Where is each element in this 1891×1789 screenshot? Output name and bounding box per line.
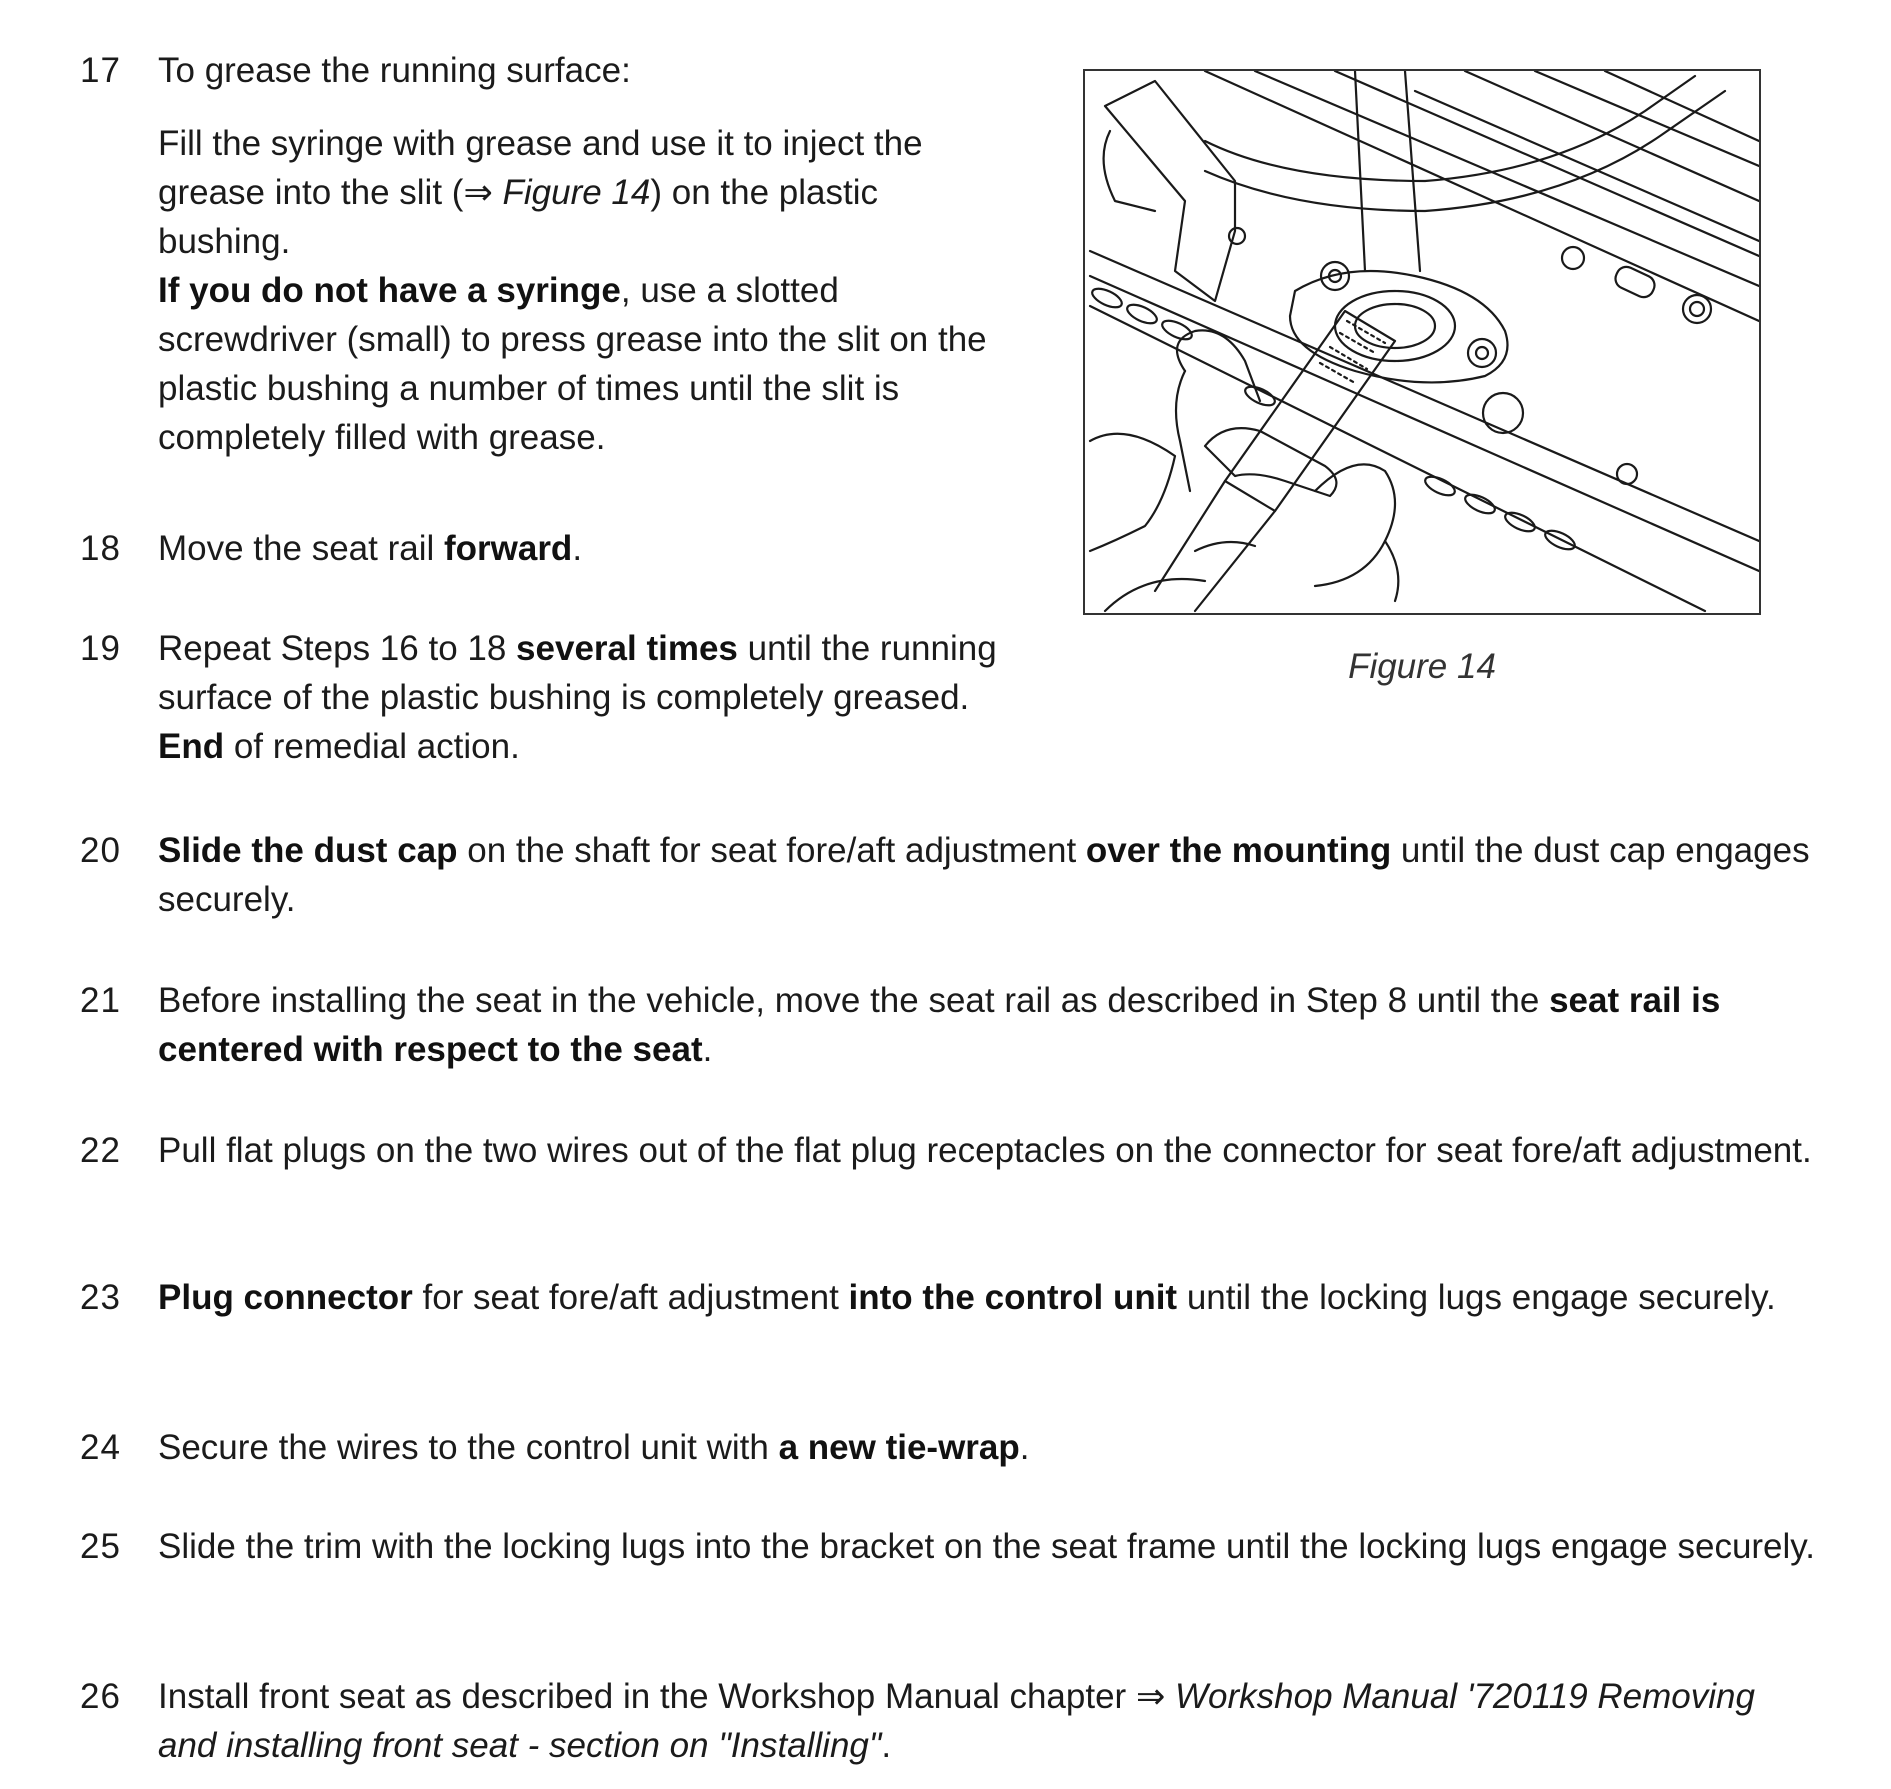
figure-14-illustration bbox=[1083, 69, 1761, 615]
step-number: 26 bbox=[80, 1677, 121, 1716]
workshop-manual-link[interactable]: Workshop Manual '720119 Removing and installing front seat - section on "Installing" bbox=[158, 1677, 1755, 1765]
step-number: 21 bbox=[80, 981, 121, 1020]
step-number: 23 bbox=[80, 1278, 121, 1317]
arrow-icon: ⇒ bbox=[463, 173, 493, 212]
figure-reference-link[interactable]: Figure 14 bbox=[502, 173, 651, 212]
step-number: 25 bbox=[80, 1527, 121, 1566]
step-body: Secure the wires to the control unit with a new tie-wrap. bbox=[158, 1428, 1030, 1467]
step-paragraph: If you do not have a syringe, use a slotted screwdriver (small) to press grease into the slit on the plastic bushing a number of times until the slit is completely filled with grease. bbox=[158, 271, 987, 457]
figure-caption: Figure 14 bbox=[1348, 647, 1496, 686]
step-body: Repeat Steps 16 to 18 several times until the running surface of the plastic bushing is completely greased. End of remedial action. bbox=[158, 629, 997, 766]
step-body: Plug connector for seat fore/aft adjustment into the control unit until the locking lugs engage securely. bbox=[158, 1278, 1776, 1317]
step-number: 18 bbox=[80, 529, 121, 568]
step-number: 24 bbox=[80, 1428, 121, 1467]
grease-syringe-icon bbox=[1085, 71, 1759, 613]
step-number: 19 bbox=[80, 629, 121, 668]
step-paragraph: Fill the syringe with grease and use it to inject the grease into the slit (⇒ Figure 14) on the plastic bushing. bbox=[158, 124, 923, 261]
arrow-icon: ⇒ bbox=[1135, 1677, 1166, 1716]
step-body bbox=[158, 46, 1008, 462]
step-body: Before installing the seat in the vehicle, move the seat rail as described in Step 8 until the seat rail is centered with respect to the seat. bbox=[158, 981, 1721, 1069]
step-body: Slide the trim with the locking lugs into the bracket on the seat frame until the locking lugs engage securely. bbox=[158, 1527, 1815, 1566]
step-body: Slide the dust cap on the shaft for seat fore/aft adjustment over the mounting until the dust cap engages securely. bbox=[158, 831, 1810, 919]
step-number: 20 bbox=[80, 831, 121, 870]
step-number: 17 bbox=[80, 51, 121, 90]
step-body: Install front seat as described in the Workshop Manual chapter ⇒ Workshop Manual '720119 Removing and installing front seat - section on "Installing". bbox=[158, 1677, 1755, 1765]
step-body: Pull flat plugs on the two wires out of the flat plug receptacles on the connector for seat fore/aft adjustment. bbox=[158, 1131, 1812, 1170]
step-title: To grease the running surface: bbox=[158, 51, 631, 90]
step-number: 22 bbox=[80, 1131, 121, 1170]
step-body: Move the seat rail forward. bbox=[158, 529, 583, 568]
